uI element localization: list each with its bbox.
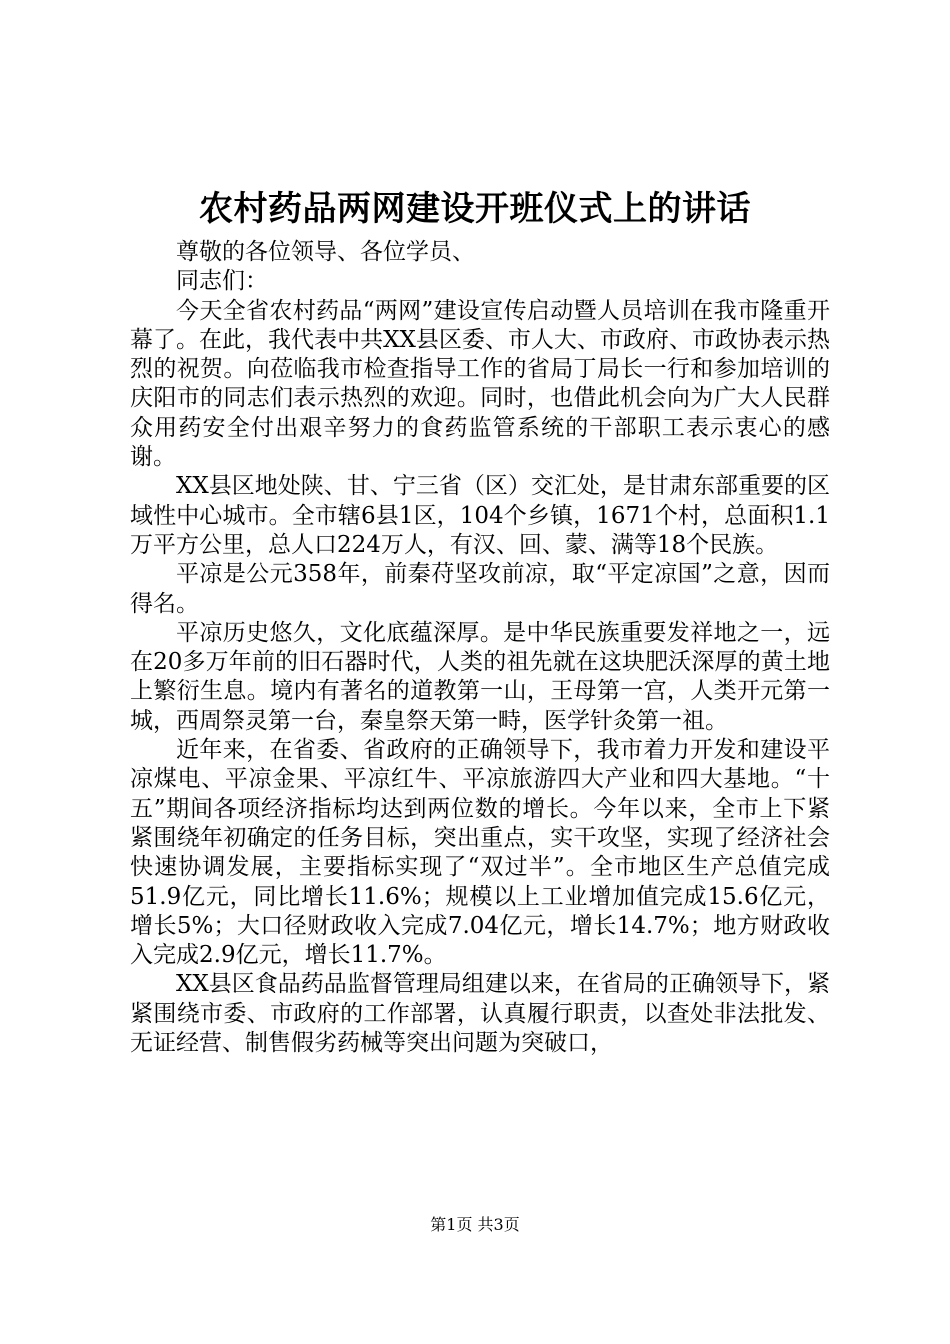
- page-number-footer: 第1页 共3页: [430, 1215, 520, 1234]
- document-body: [130, 238, 830, 1058]
- body-paragraph: XX县区地处陕、甘、宁三省（区）交汇处，是甘肃东部重要的区域性中心城市。全市辖6县1区，104个乡镇，1671个村，总面积1.1万平方公里，总人口224万人，有汉、回、蒙、满等18个民族。: [130, 473, 830, 558]
- body-paragraph: 今天全省农村药品“两网”建设宣传启动暨人员培训在我市隆重开幕了。在此，我代表中共XX县区委、市人大、市政府、市政协表示热烈的祝贺。向莅临我市检查指导工作的省局丁局长一行和参加培训的庆阳市的同志们表示热烈的欢迎。同时，也借此机会向为广大人民群众用药安全付出艰辛努力的食药监管系统的干部职工表示衷心的感谢。: [130, 297, 830, 471]
- salutation-line: 尊敬的各位领导、各位学员、: [176, 239, 475, 265]
- salutation-line: 同志们：: [176, 268, 268, 295]
- body-paragraph: 近年来，在省委、省政府的正确领导下，我市着力开发和建设平凉煤电、平凉金果、平凉红牛、平凉旅游四大产业和四大基地。“十五”期间各项经济指标均达到两位数的增长。今年以来，全市上下紧紧围绕年初确定的任务目标，突出重点，实干攻坚，实现了经济社会快速协调发展，主要指标实现了“双过半”。全市地区生产总值完成51.9亿元，同比增长11.6%；规模以上工业增加值完成15.6亿元，增长5%；大口径财政收入完成7.04亿元，增长14.7%；地方财政收入完成2.9亿元，增长11.7%。: [130, 737, 830, 969]
- document-title: 农村药品两网建设开班仪式上的讲话: [199, 189, 751, 229]
- body-paragraph: 平凉是公元358年，前秦苻坚攻前凉，取“平定凉国”之意，因而得名。: [130, 561, 830, 617]
- body-paragraph: XX县区食品药品监督管理局组建以来，在省局的正确领导下，紧紧围绕市委、市政府的工作部署，认真履行职责，以查处非法批发、无证经营、制售假劣药械等突出问题为突破口，: [130, 971, 830, 1057]
- body-paragraph: 平凉历史悠久，文化底蕴深厚。是中华民族重要发祥地之一，远在20多万年前的旧石器时代，人类的祖先就在这块肥沃深厚的黄土地上繁衍生息。境内有著名的道教第一山，王母第一宫，人类开元第一城，西周祭灵第一台，秦皇祭天第一畤，医学针灸第一祖。: [130, 619, 830, 734]
